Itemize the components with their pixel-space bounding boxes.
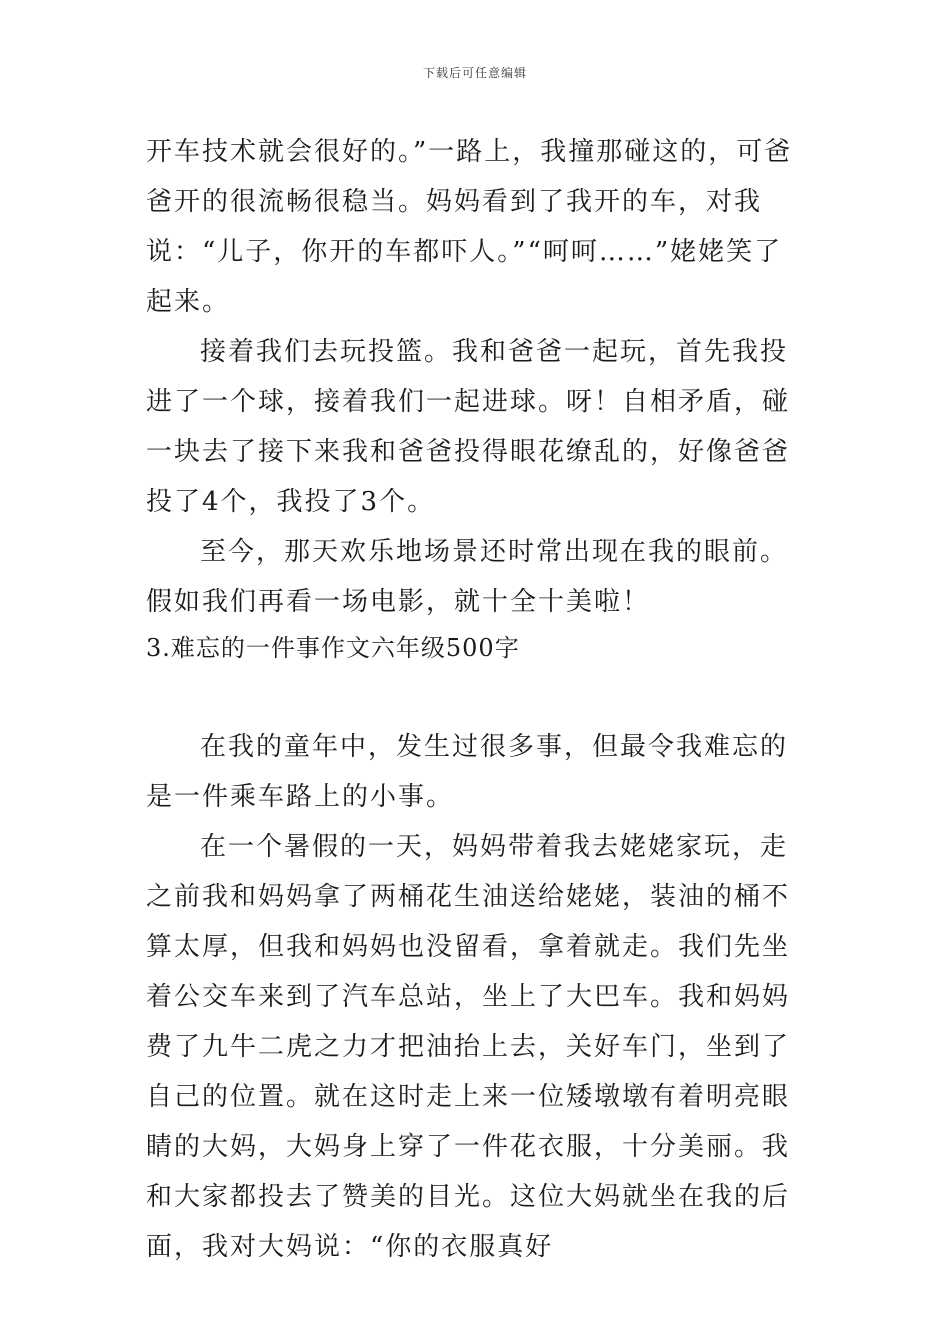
header-note: 下载后可任意编辑 [422, 66, 527, 80]
paragraph-conclusion: 至今，那天欢乐地场景还时常出现在我的眼前。假如我们再看一场电影，就十全十美啦！ [146, 537, 789, 617]
section-heading: 3.难忘的一件事作文六年级500字 [146, 634, 520, 662]
section-3-body [146, 722, 810, 1272]
paragraph-bus-story: 在一个暑假的一天，妈妈带着我去姥姥家玩，走之前我和妈妈拿了两桶花生油送给姥姥，装油的桶不算太厚，但我和妈妈也没留看，拿着就走。我们先坐着公交车来到了汽车总站，坐上了大巴车。我和妈妈费了九牛二虎之力才把油抬上去，关好车门，坐到了自己的位置。就在这时走上来一位矮墩墩有着明亮眼睛的大妈，大妈身上穿了一件花衣服，十分美丽。我和大家都投去了赞美的目光。这位大妈就坐在我的后面，我对大妈说：“你的衣服真好 [146, 832, 791, 1262]
paragraph-intro: 在我的童年中，发生过很多事，但最令我难忘的是一件乘车路上的小事。 [146, 732, 789, 812]
paragraph-basketball: 接着我们去玩投篮。我和爸爸一起玩，首先我投进了一个球，接着我们一起进球。呀！自相矛盾，碰一块去了接下来我和爸爸投得眼花缭乱的，好像爸爸投了4个，我投了3个。 [146, 337, 791, 517]
continued-section [146, 127, 810, 627]
paragraph-continued: 开车技术就会很好的。”一路上，我撞那碰这的，可爸爸开的很流畅很稳当。妈妈看到了我开的车，对我说：“儿子，你开的车都吓人。”“呵呵……”姥姥笑了起来。 [146, 137, 793, 317]
